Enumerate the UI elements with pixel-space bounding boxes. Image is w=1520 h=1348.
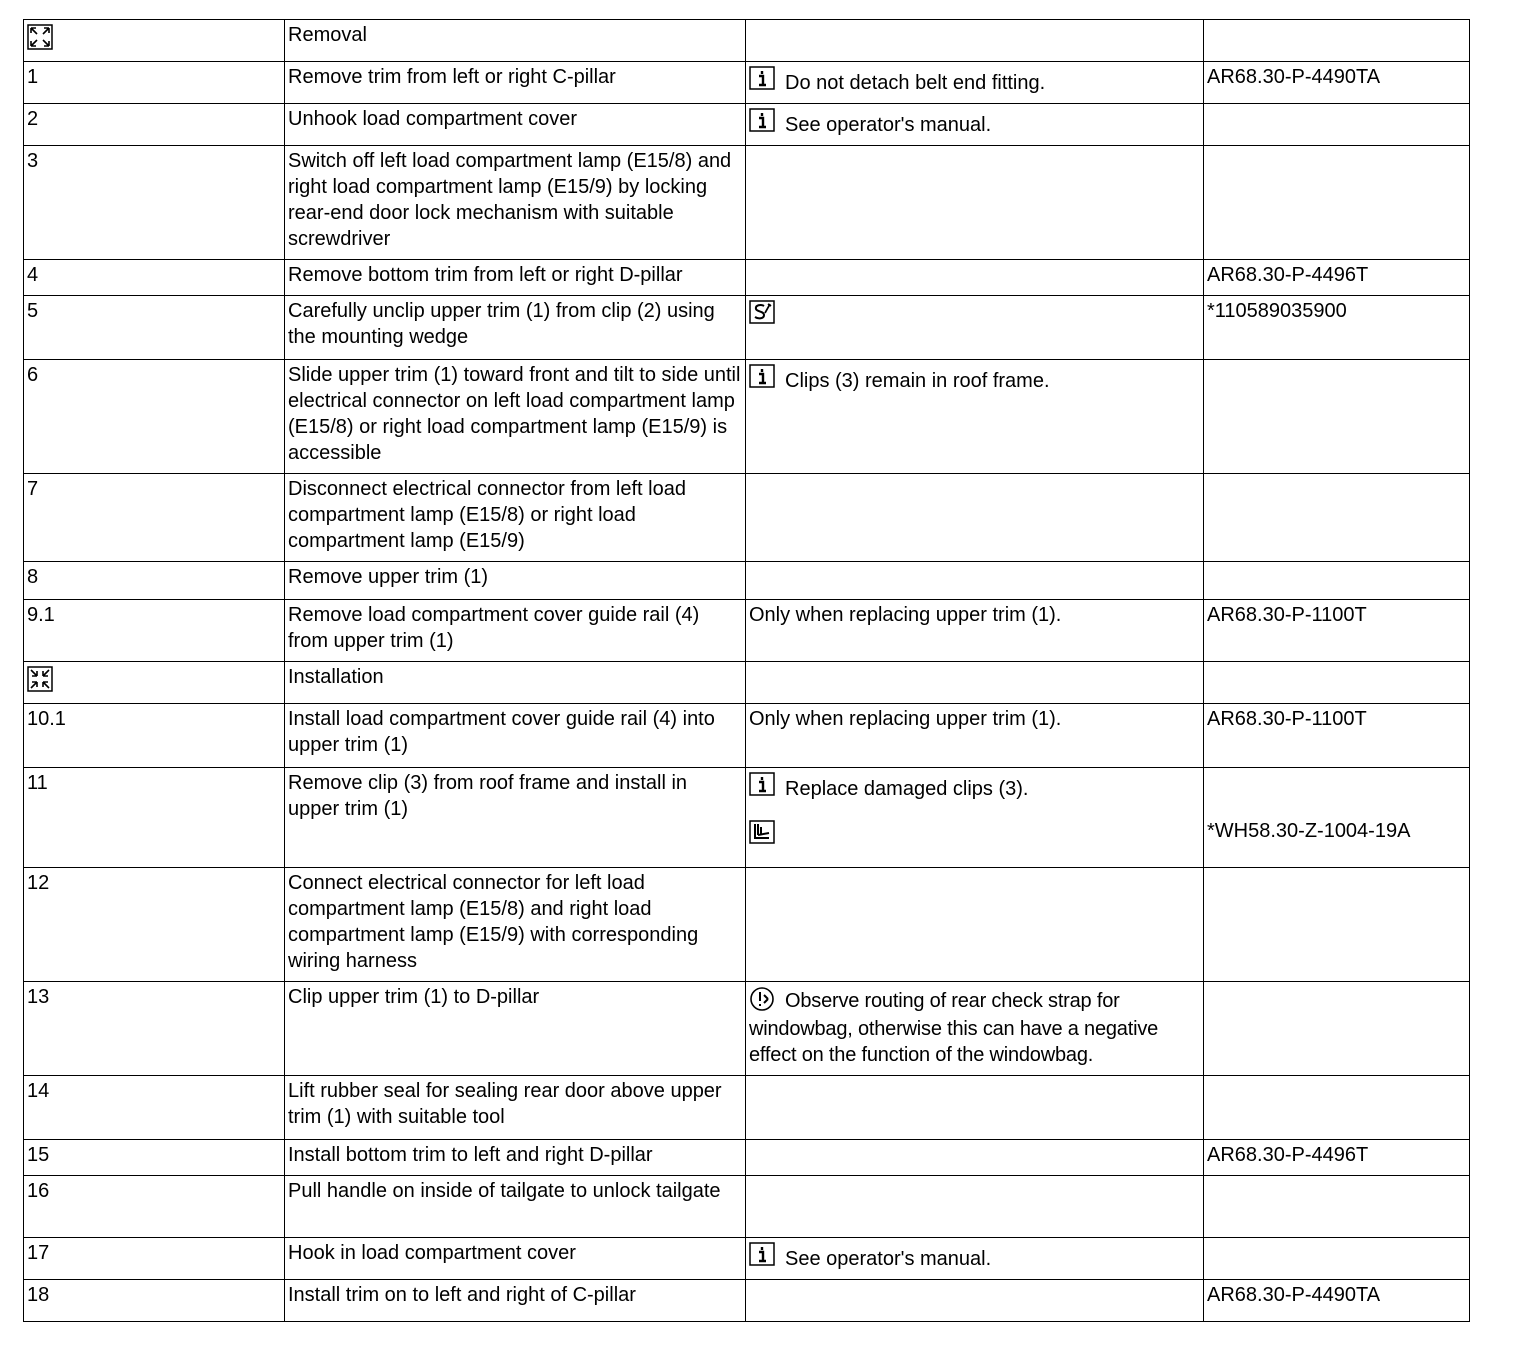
ref-cell [1204, 474, 1470, 562]
text-cell: Installation [285, 662, 746, 704]
table-row [24, 1238, 1470, 1280]
text-cell: Remove trim from left or right C-pillar [285, 62, 746, 104]
step-cell: 4 [24, 260, 285, 296]
step-cell: 8 [24, 562, 285, 600]
step-cell: 3 [24, 146, 285, 260]
note-cell [746, 562, 1204, 600]
text-cell: Remove clip (3) from roof frame and install in upper trim (1) [285, 768, 746, 868]
step-cell: 6 [24, 360, 285, 474]
info-icon [749, 364, 775, 388]
note-cell [746, 1076, 1204, 1140]
text-cell: Clip upper trim (1) to D-pillar [285, 982, 746, 1076]
note-cell [746, 474, 1204, 562]
text-cell: Install bottom trim to left and right D-pillar [285, 1140, 746, 1176]
table-row [24, 62, 1470, 104]
ref-cell: AR68.30-P-1100T [1204, 600, 1470, 662]
table-row [24, 562, 1470, 600]
table-row [24, 104, 1470, 146]
note-cell [746, 704, 1204, 768]
note-text: See operator's manual. [785, 1248, 992, 1270]
step-cell: 1 [24, 62, 285, 104]
ref-cell [1204, 562, 1470, 600]
work-unit-icon [749, 820, 775, 844]
text-cell: Slide upper trim (1) toward front and tilt to side until electrical connector on left load compartment lamp (E15/8) or right load compartment lamp (E15/9) is accessible [285, 360, 746, 474]
note-cell [746, 1176, 1204, 1238]
note-cell [746, 982, 1204, 1076]
note-cell [746, 1280, 1204, 1322]
step-cell: 2 [24, 104, 285, 146]
table-row [24, 1140, 1470, 1176]
ref-cell: AR68.30-P-4496T [1204, 1140, 1470, 1176]
text-cell: Remove upper trim (1) [285, 562, 746, 600]
info-icon [749, 108, 775, 132]
step-cell: 5 [24, 296, 285, 360]
note-cell [746, 360, 1204, 474]
step-cell: 13 [24, 982, 285, 1076]
ref-cell: AR68.30-P-4490TA [1204, 1280, 1470, 1322]
special-tool-icon [749, 300, 775, 324]
text-cell: Unhook load compartment cover [285, 104, 746, 146]
ref-cell [1204, 868, 1470, 982]
table-row [24, 868, 1470, 982]
ref-cell: *110589035900 [1204, 296, 1470, 360]
note-cell [746, 104, 1204, 146]
step-cell: 14 [24, 1076, 285, 1140]
text-cell: Carefully unclip upper trim (1) from clip (2) using the mounting wedge [285, 296, 746, 360]
step-cell: 7 [24, 474, 285, 562]
ref-cell [1204, 662, 1470, 704]
ref-cell [1204, 1238, 1470, 1280]
table-row [24, 296, 1470, 360]
info-icon [749, 772, 775, 796]
text-cell: Install trim on to left and right of C-pillar [285, 1280, 746, 1322]
step-cell: 18 [24, 1280, 285, 1322]
text-cell: Disconnect electrical connector from left load compartment lamp (E15/8) or right load compartment lamp (E15/9) [285, 474, 746, 562]
text-cell: Remove load compartment cover guide rail (4) from upper trim (1) [285, 600, 746, 662]
table-row [24, 260, 1470, 296]
step-cell: 10.1 [24, 704, 285, 768]
warning-icon [749, 986, 775, 1012]
table-row [24, 768, 1470, 868]
table-row [24, 1280, 1470, 1322]
note-text: Replace damaged clips (3). [785, 778, 1029, 800]
ref-cell [1204, 360, 1470, 474]
table-row [24, 662, 1470, 704]
ref-cell [1204, 146, 1470, 260]
info-icon [749, 1242, 775, 1266]
note-text: Only when replacing upper trim (1). [749, 708, 1062, 730]
removal-icon [27, 24, 53, 50]
ref-cell: AR68.30-P-4490TA [1204, 62, 1470, 104]
step-cell: 16 [24, 1176, 285, 1238]
note-cell [746, 20, 1204, 62]
ref-cell: AR68.30-P-1100T [1204, 704, 1470, 768]
text-cell: Removal [285, 20, 746, 62]
ref-cell [1204, 20, 1470, 62]
note-cell [746, 62, 1204, 104]
table-row [24, 600, 1470, 662]
text-cell: Connect electrical connector for left load compartment lamp (E15/8) and right load compartment lamp (E15/9) with corresponding wiring harness [285, 868, 746, 982]
note-cell [746, 146, 1204, 260]
ref-text: *WH58.30-Z-1004-19A [1207, 820, 1411, 842]
step-cell: 15 [24, 1140, 285, 1176]
table-row [24, 1176, 1470, 1238]
step-cell: 17 [24, 1238, 285, 1280]
step-cell [24, 662, 285, 704]
note-cell [746, 768, 1204, 868]
ref-cell [1204, 982, 1470, 1076]
note-cell [746, 260, 1204, 296]
note-cell [746, 1238, 1204, 1280]
table-row [24, 146, 1470, 260]
ref-cell: AR68.30-P-4496T [1204, 260, 1470, 296]
ref-cell [1204, 768, 1470, 868]
step-cell: 11 [24, 768, 285, 868]
note-cell [746, 662, 1204, 704]
text-cell: Lift rubber seal for sealing rear door above upper trim (1) with suitable tool [285, 1076, 746, 1140]
text-cell: Switch off left load compartment lamp (E15/8) and right load compartment lamp (E15/9) by locking rear-end door lock mechanism with suitable screwdriver [285, 146, 746, 260]
note-text: See operator's manual. [785, 114, 992, 136]
text-cell: Install load compartment cover guide rail (4) into upper trim (1) [285, 704, 746, 768]
note-text: Observe routing of rear check strap for windowbag, otherwise this can have a negative effect on the function of the windowbag. [749, 990, 1159, 1066]
note-text: Do not detach belt end fitting. [785, 72, 1046, 94]
ref-cell [1204, 104, 1470, 146]
note-text: Clips (3) remain in roof frame. [785, 370, 1050, 392]
step-cell: 9.1 [24, 600, 285, 662]
text-cell: Pull handle on inside of tailgate to unlock tailgate [285, 1176, 746, 1238]
note-text: Only when replacing upper trim (1). [749, 604, 1062, 626]
step-cell [24, 20, 285, 62]
text-cell: Hook in load compartment cover [285, 1238, 746, 1280]
ref-cell [1204, 1176, 1470, 1238]
note-cell [746, 868, 1204, 982]
table-row [24, 982, 1470, 1076]
step-cell: 12 [24, 868, 285, 982]
ref-cell [1204, 1076, 1470, 1140]
note-cell [746, 1140, 1204, 1176]
note-cell [746, 296, 1204, 360]
table-row [24, 474, 1470, 562]
table-row [24, 20, 1470, 62]
table-row [24, 360, 1470, 474]
table-row [24, 1076, 1470, 1140]
text-cell: Remove bottom trim from left or right D-pillar [285, 260, 746, 296]
info-icon [749, 66, 775, 90]
table-row [24, 704, 1470, 768]
note-cell [746, 600, 1204, 662]
procedure-table [23, 19, 1470, 1322]
installation-icon [27, 666, 53, 692]
